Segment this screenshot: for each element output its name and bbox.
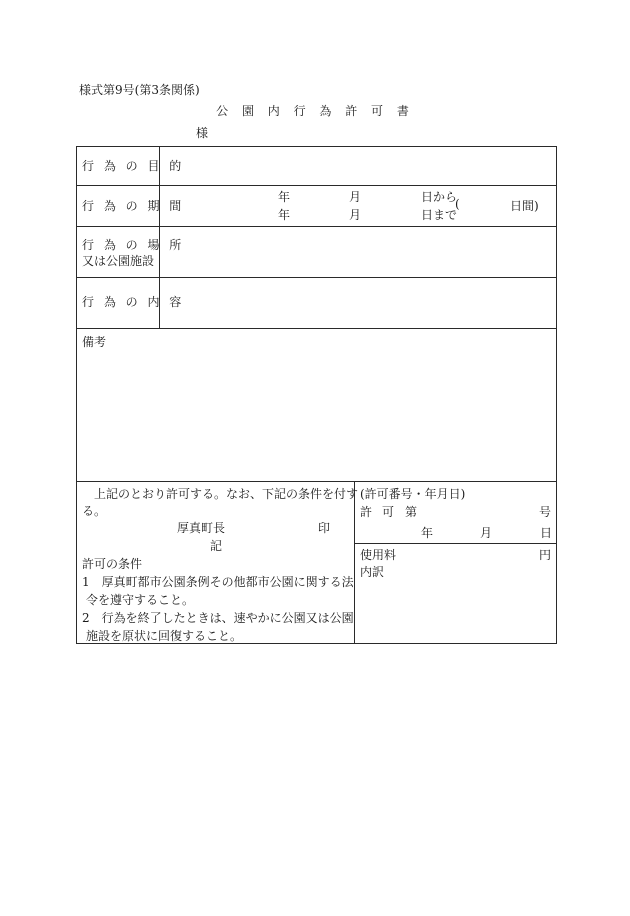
- permit-number-heading: (許可番号・年月日): [360, 487, 466, 501]
- row-divider: [76, 328, 557, 329]
- fee-label: 使用料: [360, 548, 397, 562]
- period-label: 行 為 の 期 間: [82, 199, 185, 213]
- period-from-month: 月: [349, 190, 362, 204]
- permit-form-table: [76, 146, 557, 644]
- condition-2-line2: 施設を原状に回復すること。: [86, 629, 243, 643]
- row-divider: [76, 277, 557, 278]
- period-days: 日間): [510, 199, 539, 213]
- permission-text-line1: 上記のとおり許可する。なお、下記の条件を付す: [94, 487, 359, 501]
- cell-divider: [354, 543, 557, 544]
- period-paren-open: (: [455, 197, 460, 211]
- period-to-year: 年: [278, 208, 291, 222]
- permit-month: 月: [480, 526, 493, 540]
- place-label-line2: 又は公園施設: [82, 254, 155, 268]
- permit-year: 年: [421, 526, 434, 540]
- period-to-month: 月: [349, 208, 362, 222]
- permit-kyo: 許: [360, 505, 373, 519]
- permit-go: 号: [539, 505, 552, 519]
- condition-1-line2: 令を遵守すること。: [86, 593, 195, 607]
- conditions-heading: 許可の条件: [82, 557, 143, 571]
- fee-yen: 円: [539, 548, 552, 562]
- permit-ka: 可: [382, 505, 395, 519]
- row-divider: [76, 185, 557, 186]
- content-label: 行 為 の 内 容: [82, 295, 185, 309]
- form-number-label: 様式第9号(第3条関係): [79, 83, 200, 97]
- condition-2-line1: 2 行為を終了したときは、速やかに公園又は公園: [82, 611, 354, 625]
- condition-1-line1: 1 厚真町都市公園条例その他都市公園に関する法: [82, 575, 354, 589]
- row-divider: [76, 481, 557, 482]
- period-to-day: 日まで: [421, 208, 458, 222]
- ki-heading: 記: [210, 539, 223, 553]
- document-title: 公 園 内 行 為 許 可 書: [216, 104, 414, 118]
- mayor-title: 厚真町長: [177, 521, 226, 535]
- seal-mark: 印: [318, 521, 331, 535]
- permit-dai: 第: [405, 505, 418, 519]
- fee-breakdown-label: 内訳: [360, 565, 385, 579]
- place-label-line1: 行 為 の 場 所: [82, 238, 185, 252]
- remarks-label: 備考: [82, 335, 107, 349]
- addressee-suffix: 様: [196, 126, 209, 140]
- period-from-day: 日から: [421, 190, 458, 204]
- bottom-column-divider: [354, 481, 355, 644]
- row-divider: [76, 226, 557, 227]
- purpose-label: 行 為 の 目 的: [82, 159, 185, 173]
- permit-day: 日: [540, 526, 553, 540]
- period-from-year: 年: [278, 190, 291, 204]
- permission-text-line2: る。: [82, 504, 107, 518]
